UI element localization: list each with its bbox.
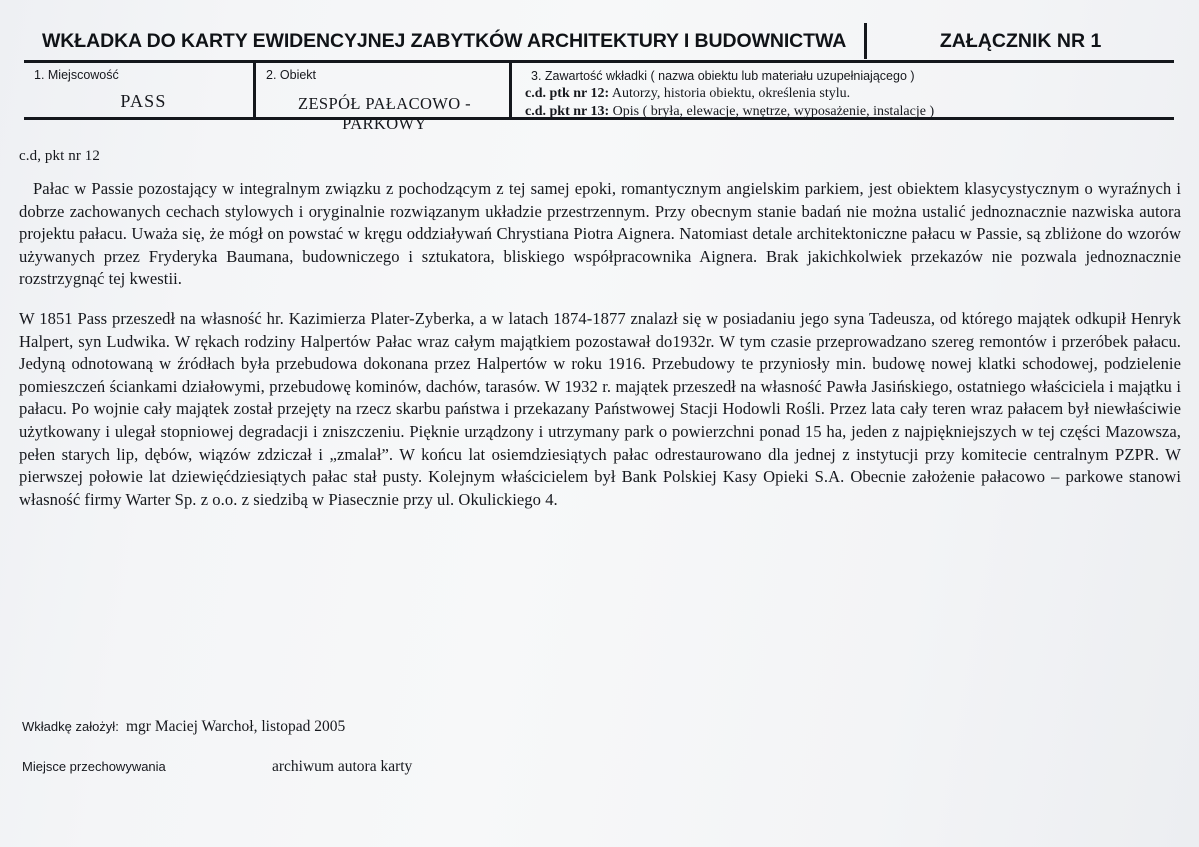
footer-storage-label: Miejsce przechowywania — [22, 759, 166, 774]
body-paragraph-1-text: Pałac w Passie pozostający w integralnym związku z pochodzącym z tej samej epoki, romantycznym angielskim parkiem, jest obiektem klasycystycznym o wyraźnych i dobrze zachowanych cechach stylowych i oryginalnie rozwiązanym układzie przestrzennym. Przy obecnym stanie badań nie można ustalić jednoznacznie nazwiska autora projektu pałacu. Uważa się, że mógł on powstać w kręgu oddziaływań Chrystiana Piotra Aignera. Natomiast detale architektoniczne pałacu w Passie, są zbliżone do wzorów używanych przez Fryderyka Baumana, budowniczego i sztukatora, bliskiego współpracownika Aignera. Brak jakichkolwiek przekazów nie pozwala jednoznacznie rozstrzygnąć tej kwestii. — [19, 179, 1181, 289]
contents-point-13-marker: c.d. pkt nr 13: — [525, 103, 610, 119]
body-paragraph-1 — [19, 178, 1181, 291]
annex-number: ZAŁĄCZNIK NR 1 — [939, 29, 1102, 52]
locality-label: 1. Miejscowość — [34, 68, 119, 82]
footer-storage-value: archiwum autora karty — [272, 758, 413, 775]
continuation-note: c.d, pkt nr 12 — [19, 148, 100, 164]
object-label: 2. Obiekt — [266, 68, 317, 82]
locality-value: PASS — [120, 90, 167, 111]
footer-created-value: mgr Maciej Warchoł, listopad 2005 — [126, 718, 346, 735]
footer-created-label: Wkładkę założył: — [22, 719, 119, 734]
contents-label: 3. Zawartość wkładki ( nazwa obiektu lub materiału uzupełniającego ) — [531, 69, 915, 83]
metadata-table — [24, 60, 1174, 133]
contents-point-13-text: Opis ( bryła, elewacje, wnętrze, wyposażenie, instalacje ) — [609, 103, 935, 119]
contents-point-13 — [525, 103, 1174, 121]
contents-point-12-text: Autorzy, historia obiektu, określenia stylu. — [609, 86, 851, 101]
document-footer — [22, 718, 1022, 798]
body-paragraph-2-text: W 1851 Pass przeszedł na własność hr. Kazimierza Plater-Zyberka, a w latach 1874-1877 znalazł się w posiadaniu jego syna Tadeusza, od którego majątek odkupił Henryk Halpert, syn Ludwika. W rękach rodziny Halpertów Pałac wraz całym majątkiem pozostawał do1932r. W tym czasie przeprowadzano szereg remontów i przeróbek pałacu. Jedyną odnotowaną w źródłach była przebudowa dokonana przez Halpertów w roku 1916. Przebudowy te przyniosły min. budowę nowej klatki schodowej, podzielenie pomieszczeń ściankami działowymi, przebudowę kominów, dachów, tarasów. W 1932 r. majątek przeszedł na własność Pawła Jasińskiego, ostatniego właściciela i majątku i pałacu. Po wojnie cały majątek został przejęty na rzecz skarbu państwa i przekazany Państwowej Stacji Hodowli Rośli. Przez lata cały teren wraz pałacem był niewłaściwie użytkowany i ulegał stopniowej degradacji i zniszczeniu. Pięknie urządzony i utrzymany park o powierzchni ponad 15 ha, jeden z najpiękniejszych w tej części Mazowsza, pełen starych lip, dębów, wiązów zdziczał i „zmalał”. W końcu lat osiemdziesiątych pałac odrestaurowano dla jednej z instytucji przy komitecie centralnym PZPR. W pierwszej połowie lat dziewięćdziesiątych pałac stał pusty. Kolejnym właścicielem był Bank Polskiej Kasy Opieki S.A. Obecnie założenie pałacowo – parkowe stanowi własność firmy Warter Sp. z o.o. z siedzibą w Piasecznie przy ul. Okulickiego 4. — [19, 308, 1181, 509]
body-paragraph-2 — [19, 308, 1181, 511]
contents-point-12 — [525, 85, 1174, 103]
footer-storage-row — [22, 758, 1022, 776]
page-title: WKŁADKA DO KARTY EWIDENCYJNEJ ZABYTKÓW ARCHITEKTURY I BUDOWNICTWA — [42, 29, 847, 52]
object-value: ZESPÓŁ PAŁACOWO - PARKOWY — [297, 93, 472, 133]
document-header — [24, 22, 1174, 60]
table-cell-contents — [512, 63, 1174, 117]
table-cell-locality — [24, 63, 256, 117]
document-body — [19, 148, 1181, 528]
contents-point-12-marker: c.d. ptk nr 12: — [525, 86, 610, 101]
footer-created-row — [22, 718, 1022, 736]
table-cell-object — [256, 63, 512, 133]
